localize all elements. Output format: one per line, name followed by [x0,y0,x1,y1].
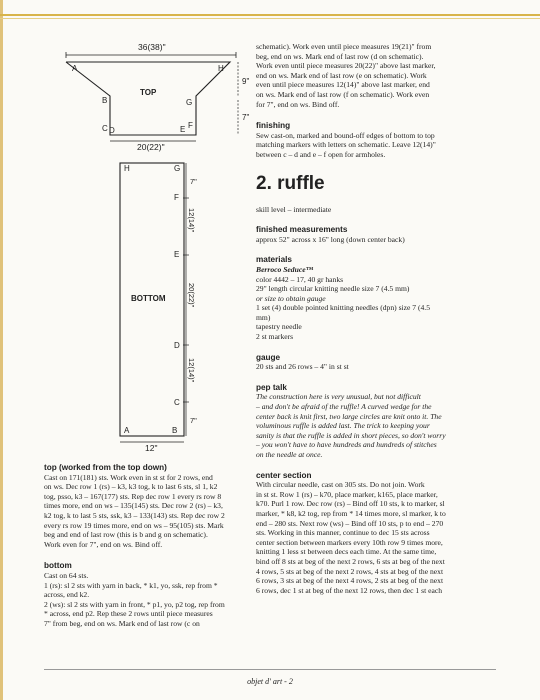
finished-heading: finished measurements [256,225,348,235]
center-instructions: With circular needle, cast on 305 sts. Do not join. Work in st st. Row 1 (rs) – k70, place marker, k165, place marker, k70. Purl 1 row. Dec row (rs) – Bind off 10 sts, k to marker, sl marker, * k8, k2 tog, rep from * 14 times more, sl marker, k to end – 280 sts. Next row (ws) – Bind off 10 sts, p to end – 270 sts. Working in this manner, continue to dec 15 sts across center section between markers every 10th row 9 times more, knitting 1 less st between decs each time. At the same time, bind off 8 sts at beg of the next 2 rows, 6 sts at beg of the next 4 rows, 5 sts at beg of the next 2 rows, 4 sts at beg of the next 6 rows, 3 sts at beg of the next 4 rows, 2 sts at beg of the next 6 rows, dec 1 st at beg of the next 12 rows, then dec 1 st each [256,480,446,595]
peptalk-heading: pep talk [256,382,287,392]
bottom-right-label-5: 7" [190,416,197,425]
bottom-right-label-1: 7" [190,177,197,186]
bottom-letter-f: F [174,193,179,202]
bottom-letter-a: A [124,426,130,435]
top-letter-b: B [102,96,108,105]
bottom-letter-e: E [174,250,180,259]
bottom-letter-b: B [172,426,178,435]
bottom-right-label-3: 20(22)" [187,283,196,308]
top-heading: top (worked from the top down) [44,463,167,472]
materials-list: color 4442 – 17, 40 gr hanks 29" length circular knitting needle size 7 (4.5 mm) or size to obtain gauge 1 set (4) double pointed knitting needles (dpn) size 7 (4.5 mm) tapestry needle 2 st markers [256,274,430,342]
bottom-right-label-4: 12(14)" [187,358,196,383]
bottom-title: BOTTOM [131,294,166,303]
materials-heading: materials [256,255,292,265]
page-footer: objet d' art - 2 [247,677,293,686]
top-letter-f: F [188,121,193,130]
top-side-upper-label: 9" [242,77,250,86]
finished-text: approx 52" across x 16" long (down center back) [256,234,405,244]
top-instructions: Cast on 171(181) sts. Work even in st st for 2 rows, end on ws. Dec row 1 (rs) – k3, k3 tog, k to last 6 sts, sl 1, k2 tog, psso, k3 – 167(177) sts. Rep dec row 1 every rs row 8 times more, end on ws – 135(145) sts. Dec row 2 (rs) – k3, k2 tog, k to last 5 sts, ssk, k3 – 133(143) sts. Rep dec row 2 every rs row 19 times more, end on ws – 95(105) sts. Mark beg and end of last row (this is b and g on schematic). Work even for 7", end on ws. Bind off. [44,472,225,549]
right-column [256,42,496,595]
bottom-letter-g: G [174,164,181,173]
bottom-letter-c: C [174,398,180,407]
bottom-letter-d: D [174,341,180,350]
left-column [44,463,266,629]
bottom-instructions: Cast on 64 sts. 1 (rs): sl 2 sts with yarn in back, * k1, yo, ssk, rep from * across, end k2. 2 (ws): sl 2 sts with yarn in front, * p1, yo, p2 tog, rep from * across, end p2. Rep these 2 rows until piece measures 7" from beg, end on ws. Mark end of last row (c on [44,570,225,628]
finishing-heading: finishing [256,121,291,131]
top-outline [66,62,230,135]
top-bottom-label: 20(22)" [137,142,165,152]
center-heading: center section [256,470,312,480]
bottom-continued: schematic). Work even until piece measures 19(21)" from beg, end on ws. Mark end of last row (d on schematic). Work even until piece measures 20(22)" above last marker, end on ws. Mark end of last row (e on schematic). Work even until piece measures 12(14)" above last marker, end on ws. Mark end of last row (f on schematic). Work even for 7", end on ws. Bind off. [256,42,436,109]
skill-level: skill level – intermediate [256,204,332,214]
bottom-right-label-2: 12(14)" [187,208,196,233]
top-title: TOP [140,88,157,97]
bottom-width-label: 12" [145,443,158,453]
top-letter-e: E [180,125,186,134]
top-side-lower-label: 7" [242,113,250,122]
bottom-schematic [120,163,197,453]
top-letter-h: H [218,64,224,73]
top-letter-g: G [186,98,193,107]
gauge-text: 20 sts and 26 rows – 4" in st st [256,362,349,372]
top-schematic [66,42,249,152]
top-letter-d: D [109,126,115,135]
bottom-letter-h: H [124,164,130,173]
peptalk-text: The construction here is very unusual, but not difficult – and don't be afraid of the ruffle! A curved wedge for the center back is knit first, two large circles are knit onto it. The voluminous ruffle is added last. The trick to keeping your sanity is that the ruffle is added in short pieces, so don't worry – you won't have to have hundreds and hundreds of stitches on the needle at once. [256,392,446,459]
footer-rule [44,669,496,670]
materials-brand: Berroco Seduce™ [256,264,314,274]
top-letter-a: A [72,64,78,73]
gauge-heading: gauge [256,352,281,362]
finishing-instructions: Sew cast-on, marked and bound-off edges of bottom to top matching markers with letters on schematic. Leave 12(14)" between c – d and e – f open for armholes. [256,130,436,159]
section-title: 2. ruffle [256,172,325,194]
top-width-label: 36(38)" [138,42,166,52]
top-letter-c: C [102,124,108,133]
bottom-heading: bottom [44,561,72,571]
